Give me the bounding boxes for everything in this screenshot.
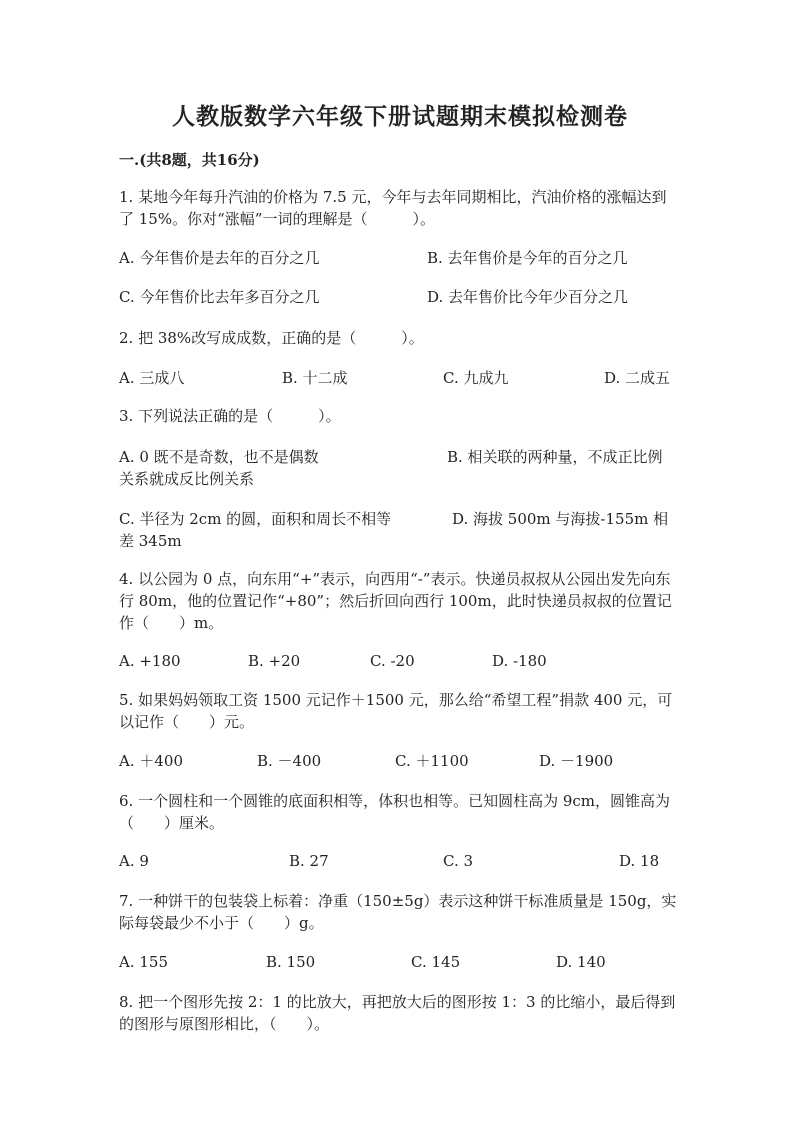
question-7-text: 7. 一种饼干的包装袋上标着：净重（150±5g）表示这种饼干标准质量是 150g，实际每袋最少不小于（ ）g。 — [119, 892, 677, 932]
question-1-option-d: D. 去年售价比今年少百分之几 — [427, 288, 629, 306]
question-5-option-d: D. －1900 — [539, 752, 614, 770]
question-3-option-b: B. 相关联的两种量，不成正比例关系就成反比例关系 — [119, 448, 663, 488]
question-4-text: 4. 以公园为 0 点，向东用“+”表示，向西用“-”表示。快递员叔叔从公园出发先向东行 80m，他的位置记作“+80”；然后折回向西行 100m，此时快递员叔叔的位置记作（ ）m。 — [119, 570, 672, 632]
question-8-text: 8. 把一个图形先按 2：1 的比放大，再把放大后的图形按 1：3 的比缩小，最后得到的图形与原图形相比，（ ）。 — [119, 993, 676, 1033]
page-title: 人教版数学六年级下册试题期末模拟检测卷 — [172, 103, 628, 130]
question-5-option-c: C. ＋1100 — [395, 752, 469, 770]
question-4-option-a: A. +180 — [119, 652, 181, 670]
question-5-option-b: B. －400 — [257, 752, 322, 770]
question-1-option-b: B. 去年售价是今年的百分之几 — [427, 249, 628, 267]
question-3-option-d: D. 海拔 500m 与海拔-155m 相差 345m — [119, 510, 669, 550]
question-4-option-d: D. -180 — [492, 652, 547, 670]
question-1-option-c: C. 今年售价比去年多百分之几 — [119, 288, 320, 306]
question-6-text: 6. 一个圆柱和一个圆锥的底面积相等，体积也相等。已知圆柱高为 9cm，圆锥高为（ ）厘米。 — [119, 792, 671, 832]
question-7-option-c: C. 145 — [411, 953, 461, 971]
question-2-option-a: A. 三成八 — [119, 369, 185, 387]
question-3-option-c: C. 半径为 2cm 的圆，面积和周长不相等 — [119, 510, 392, 528]
question-7-option-b: B. 150 — [266, 953, 316, 971]
question-6-option-d: D. 18 — [619, 852, 660, 870]
question-5-option-a: A. ＋400 — [119, 752, 183, 770]
question-2-option-d: D. 二成五 — [604, 369, 671, 387]
question-7-option-a: A. 155 — [119, 953, 168, 971]
question-3-option-a: A. 0 既不是奇数，也不是偶数 — [119, 448, 319, 466]
question-2-option-b: B. 十二成 — [282, 369, 348, 387]
question-6-option-a: A. 9 — [119, 852, 149, 870]
question-6-option-c: C. 3 — [443, 852, 474, 870]
question-6-option-b: B. 27 — [289, 852, 329, 870]
question-1-option-a: A. 今年售价是去年的百分之几 — [119, 249, 320, 267]
question-2-option-c: C. 九成九 — [443, 369, 509, 387]
question-3-text: 3. 下列说法正确的是（ ）。 — [119, 407, 341, 425]
question-5-text: 5. 如果妈妈领取工资 1500 元记作＋1500 元，那么给“希望工程”捐款 400 元，可以记作（ ）元。 — [119, 691, 673, 731]
question-1-text: 1. 某地今年每升汽油的价格为 7.5 元，今年与去年同期相比，汽油价格的涨幅达到了 15%。你对“涨幅”一词的理解是（ ）。 — [119, 188, 667, 228]
section-heading: 一.(共8题，共16分) — [119, 151, 260, 169]
question-4-option-b: B. +20 — [248, 652, 301, 670]
question-7-option-d: D. 140 — [556, 953, 606, 971]
question-4-option-c: C. -20 — [370, 652, 415, 670]
question-2-text: 2. 把 38%改写成成数，正确的是（ ）。 — [119, 329, 424, 347]
